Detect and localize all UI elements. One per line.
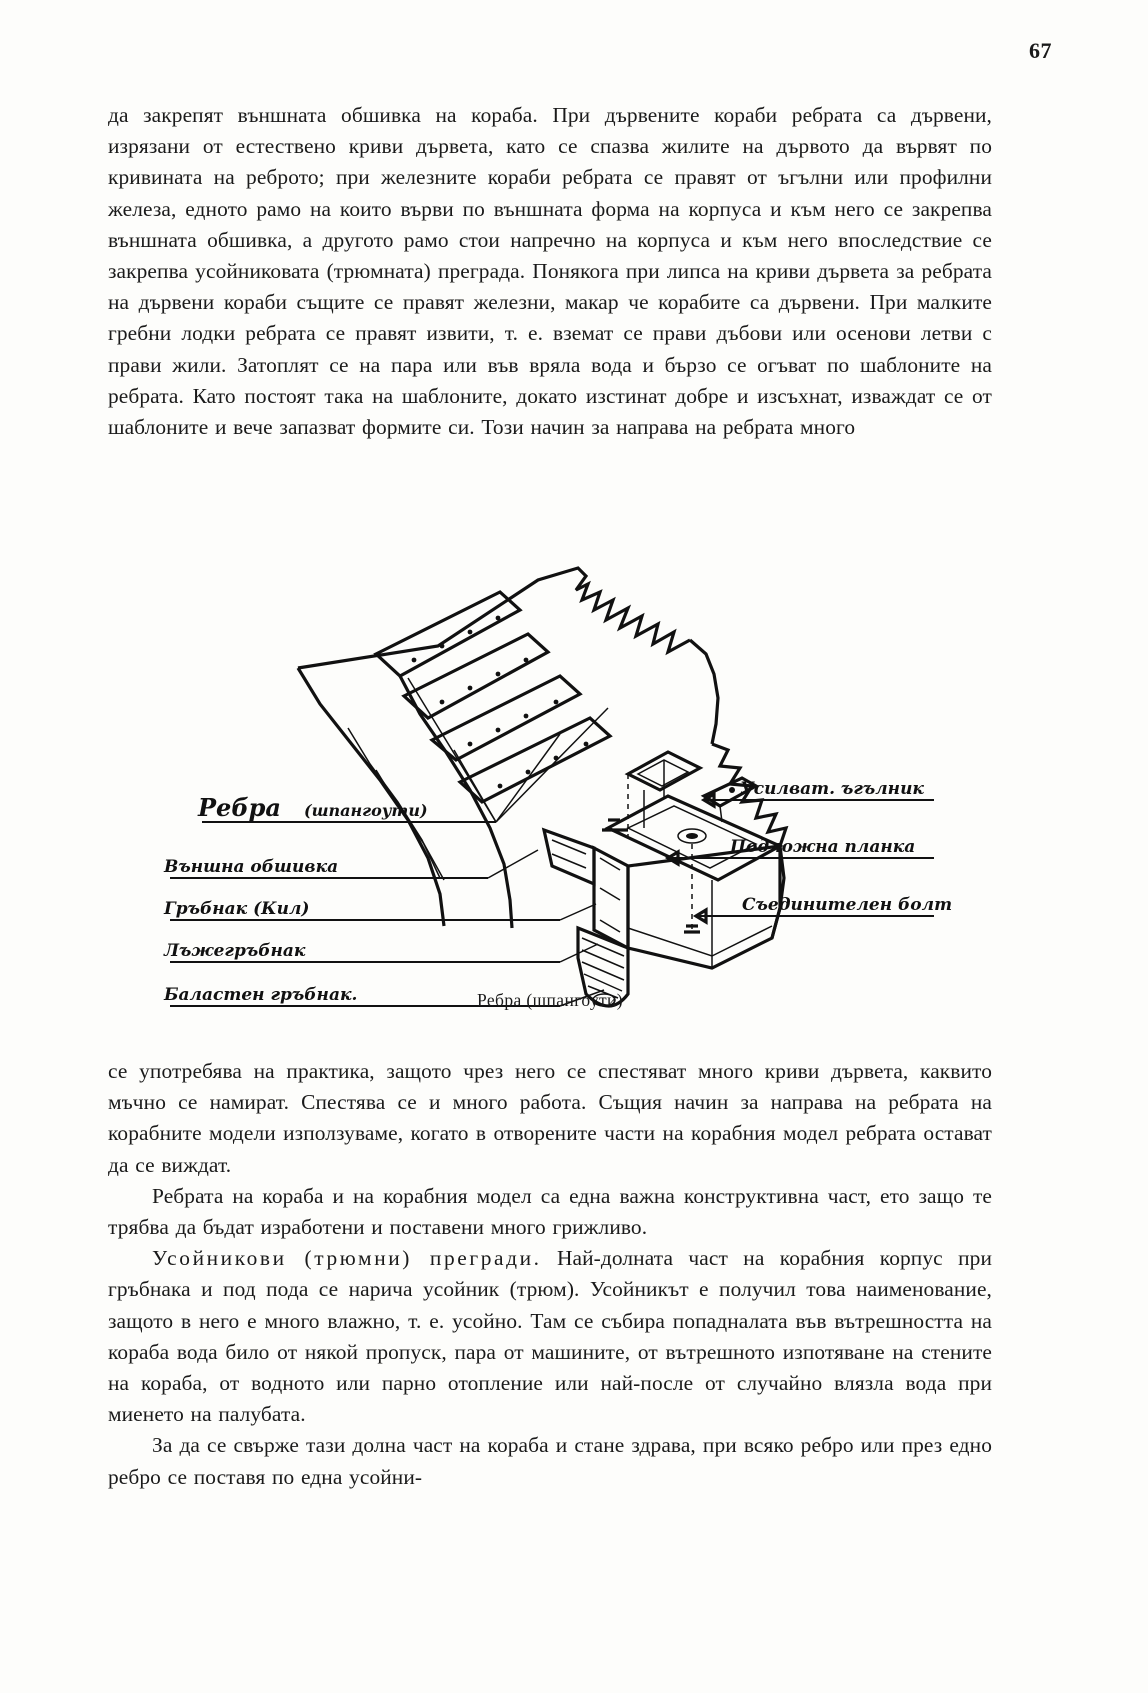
figure-label-reinforcing-angle: Усилват. ъгълник <box>740 779 924 799</box>
paragraph-bottom-3 <box>108 1243 992 1430</box>
figure-caption: Ребра (шпангоути) <box>476 990 624 1010</box>
text-column-bottom <box>108 1056 992 1493</box>
figure-label-ballast-keel: Баластен гръбнак. <box>164 985 358 1005</box>
text-column-top <box>108 100 992 443</box>
paragraph-bottom-3-text: Най-долната част на корабния корпус при гръбнака и под пода се нарича усойник (трюм). Усойникът е получил това наименование, защото в него е много влажно, т. е. усойно. Там се събира попадналата във вътрешността на кораба вода било от някой пропуск, пара от машините, от вътрешното изпотяване на стените на кораба, от водното или парно отопление или най-после от случайно влязла вода при миенето на палубата. <box>108 1246 992 1427</box>
figure-label-backing-plate: Подложна планка <box>730 837 916 857</box>
paragraph-bottom-4: За да се свърже тази долна част на кораба и стане здрава, при всяко ребро или през едно ребро се поставя по една усойни- <box>108 1433 992 1489</box>
figure-label-ribs-alt: (шпангоути) <box>304 801 428 820</box>
figure-illustration <box>108 528 992 1005</box>
figure-ribs-frames <box>108 528 992 1028</box>
figure-label-ribs: Ребра <box>198 793 281 822</box>
paragraph-top-1: да закрепят външната обшивка на кораба. При дървените кораби ребрата са дървени, изрязани от естествено криви дървета, като се спазва жилите на дървото да вървят по кривината на реброто; при железните кораби ребрата се правят от ъгълни или профилни железа, едното рамо на които върви по външната форма на корпуса и към него се закрепва външната обшивка, а другото рамо стои напречно на корпуса и към него впоследствие се закрепва усойниковата (трюмната) преграда. Понякога при липса на криви дървета за ребрата на дървени кораби същите се правят железни, макар че корабите са дървени. При малките гребни лодки ребрата се правят извити, т. е. вземат се прави дъбови или осенови летви с прави жили. Затоплят се на пара или във вряла вода и бързо се огъват по шаблоните на ребрата. Като постоят така на шаблоните, докато изстинат добре и изсъхнат, изваждат се от шаблоните и вече запазват формите си. Този начин за направа на ребрата много <box>108 103 992 440</box>
figure-label-keel: Гръбнак (Кил) <box>164 899 310 919</box>
figure-label-connecting-bolt: Съединителен болт <box>742 895 953 915</box>
run-in-heading-bilge-bulkheads: Усойникови (трюмни) прегради. <box>152 1246 542 1271</box>
figure-label-outer-planking: Външна обшивка <box>164 857 339 877</box>
figure-label-false-keel: Лъжегръбнак <box>164 941 306 961</box>
paragraph-bottom-2: Ребрата на кораба и на корабния модел са една важна конструктивна част, ето защо те трябва да бъдат изработени и поставени много грижливо. <box>108 1183 992 1240</box>
paragraph-bottom-1: се употребява на практика, защото чрез него се спестяват много криви дървета, каквито мъчно се намират. Спестява се и много работа. Същия начин за направа на ребрата на корабните модели използуваме, когато в отворените части на корабния модел ребрата остават да се виждат. <box>108 1059 992 1177</box>
page-number: 67 <box>1029 38 1052 63</box>
